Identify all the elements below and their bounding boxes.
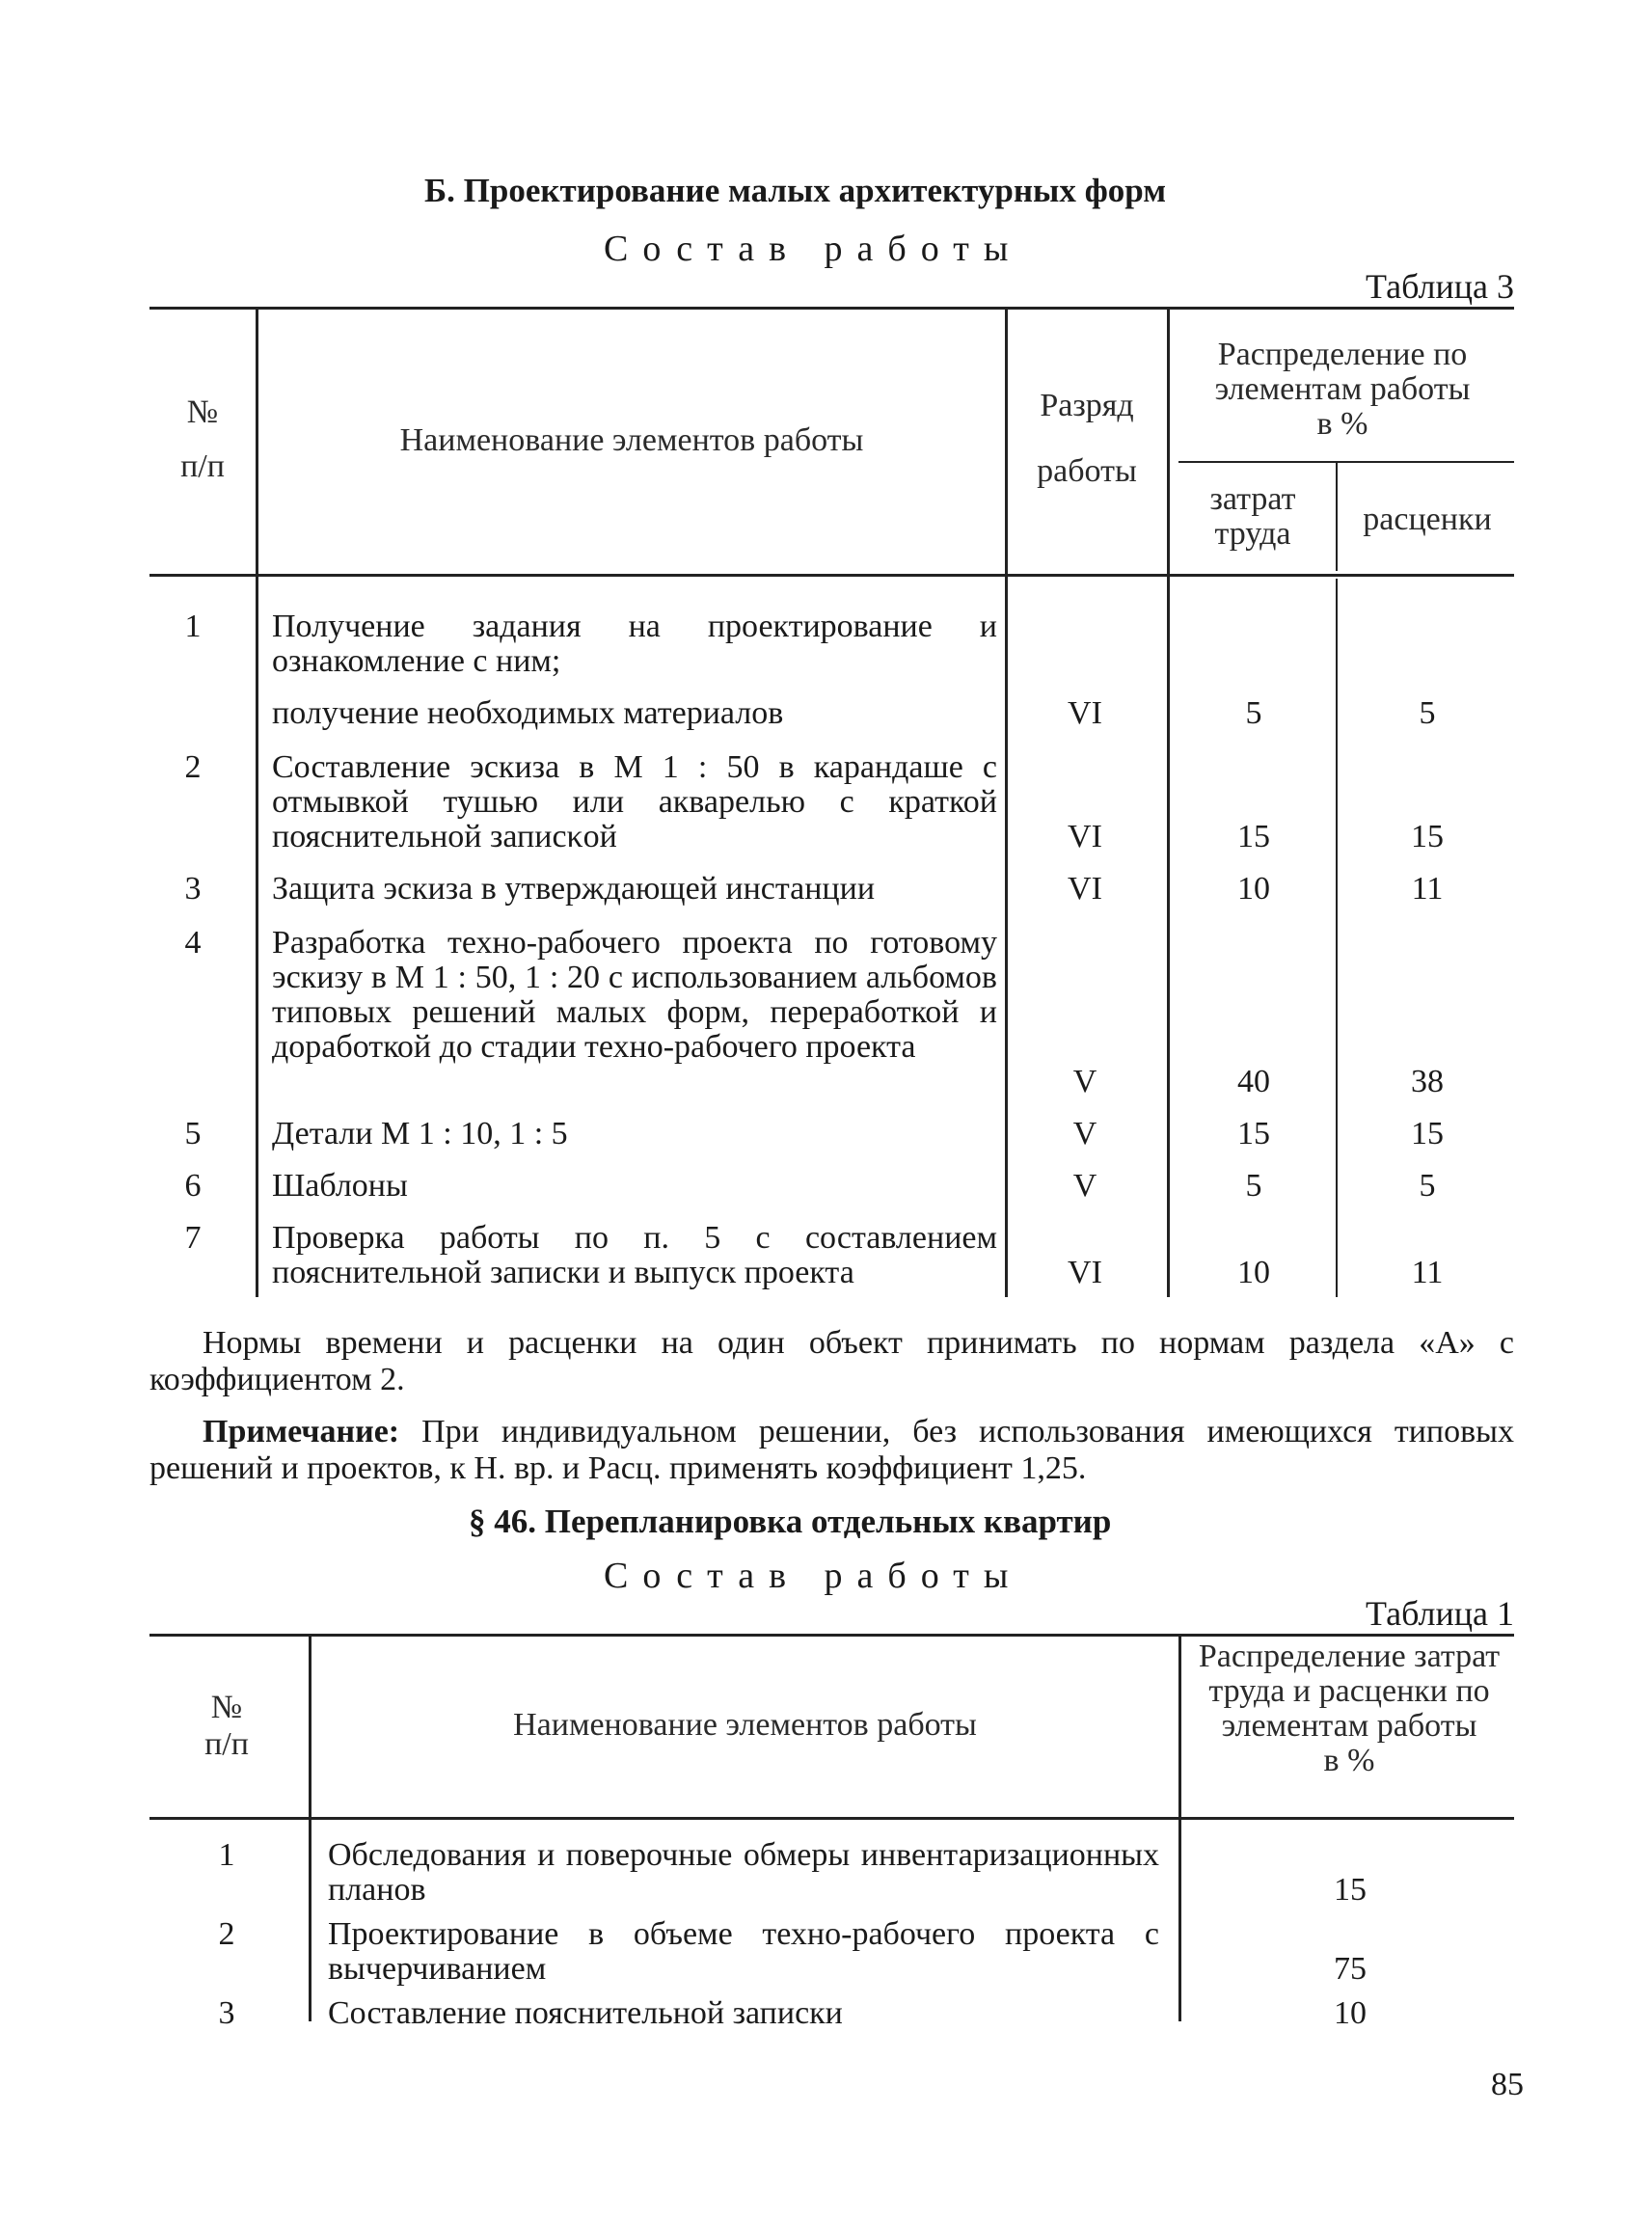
page-number: 85 <box>1491 2067 1524 2102</box>
row-labor: 15 <box>1237 1116 1270 1151</box>
header-number: № п/п <box>180 394 225 484</box>
row-rate: 11 <box>1411 1255 1444 1290</box>
subheader-rule <box>1178 461 1514 463</box>
row-grade: VI <box>1068 871 1102 907</box>
header-element-name: Наименование элементов работы <box>399 422 864 458</box>
header-number: № п/п <box>204 1690 249 1762</box>
row-description: Обследования и поверочные обмеры инвентаризационных планов <box>328 1837 1159 1908</box>
row-number: 4 <box>184 925 202 961</box>
row-description: Разработка техно-рабочего проекта по готовому эскизу в М 1 : 50, 1 : 20 с использованием альбомов типовых решений малых форм, переработкой и доработкой до стадии техно-рабочего проекта <box>272 925 997 1065</box>
row-rate: 15 <box>1411 1116 1444 1151</box>
row-description: Получение задания на проектирование и ознакомление с ним; <box>272 609 997 679</box>
column-divider <box>256 309 258 1297</box>
row-number: 2 <box>218 1916 235 1952</box>
note-paragraph <box>149 1414 1514 1487</box>
row-number: 1 <box>218 1837 235 1873</box>
row-number: 3 <box>184 871 202 907</box>
row-value: 15 <box>1334 1872 1367 1908</box>
row-number: 5 <box>184 1116 202 1151</box>
row-number: 2 <box>184 749 202 785</box>
row-number: 3 <box>218 1995 235 2031</box>
header-element-name: Наименование элементов работы <box>513 1707 977 1743</box>
table-header-rule <box>149 574 1514 577</box>
table-label: Таблица 3 <box>1366 267 1514 306</box>
header-rate: расценки <box>1363 501 1492 537</box>
table-label: Таблица 1 <box>1366 1594 1514 1633</box>
row-description: Составление эскиза в М 1 : 50 в карандаше с отмывкой тушью или акварелью с краткой пояснительной записκой <box>272 749 997 854</box>
row-description: Шаблоны <box>272 1168 408 1204</box>
column-divider <box>309 1636 311 2021</box>
row-labor: 15 <box>1237 819 1270 854</box>
column-divider <box>1167 309 1170 1297</box>
header-distribution: Распределение затрат труда и расценки по элементам работы в % <box>1198 1639 1501 1778</box>
row-description-continued: получение необходимых материалов <box>272 695 784 731</box>
row-grade: V <box>1072 1168 1097 1204</box>
column-divider <box>1336 463 1338 571</box>
note-text: При индивидуальном решении, без использования имеющихся типовых решений и проектов, к Н. вр. и Расц. применять коэффициент 1,25. <box>149 1414 1514 1486</box>
row-grade: V <box>1072 1064 1097 1099</box>
table-top-rule <box>149 1634 1514 1637</box>
row-value: 10 <box>1334 1995 1367 2031</box>
row-rate: 11 <box>1411 871 1444 907</box>
row-number: 7 <box>184 1220 202 1256</box>
row-rate: 5 <box>1419 695 1436 731</box>
table-top-rule <box>149 307 1514 310</box>
row-description: Составление пояснительной записки <box>328 1995 843 2031</box>
column-divider <box>1178 1636 1181 2021</box>
row-labor: 5 <box>1245 1168 1262 1204</box>
row-grade: VI <box>1068 1255 1102 1290</box>
composition-heading: Состав работы <box>604 229 1023 269</box>
row-description: Проверка работы по п. 5 с составлением пояснительной записки и выпуск проекта <box>272 1220 997 1290</box>
table-header-rule <box>149 1817 1514 1820</box>
section-title: Б. Проектирование малых архитектурных форм <box>424 172 1167 209</box>
row-description: Защита эскиза в утверждающей инстанции <box>272 871 876 907</box>
row-labor: 40 <box>1237 1064 1270 1099</box>
row-description: Детали М 1 : 10, 1 : 5 <box>272 1116 568 1151</box>
row-grade: VI <box>1068 695 1102 731</box>
row-number: 6 <box>184 1168 202 1204</box>
row-labor: 10 <box>1237 871 1270 907</box>
row-value: 75 <box>1334 1951 1367 1987</box>
section-title: § 46. Перепланировка отдельных квартир <box>469 1503 1112 1540</box>
row-labor: 5 <box>1245 695 1262 731</box>
header-grade: Разряд работы <box>1037 388 1137 489</box>
row-rate: 15 <box>1411 819 1444 854</box>
column-divider <box>1336 579 1338 1297</box>
norms-paragraph: Нормы времени и расценки на один объект принимать по нормам раздела «А» с коэффициентом 2. <box>149 1325 1514 1397</box>
row-grade: VI <box>1068 819 1102 854</box>
row-rate: 5 <box>1419 1168 1436 1204</box>
composition-heading: Состав работы <box>604 1556 1023 1596</box>
column-divider <box>1005 309 1008 1297</box>
row-grade: V <box>1072 1116 1097 1151</box>
row-description: Проектирование в объеме техно-рабочего проекта с вычерчиванием <box>328 1916 1159 1987</box>
row-rate: 38 <box>1411 1064 1444 1099</box>
note-label: Примечание: <box>203 1414 400 1449</box>
header-labor: затрат труда <box>1209 481 1296 552</box>
header-distribution: Распределение по элементам работы в % <box>1214 337 1471 442</box>
row-number: 1 <box>184 609 202 644</box>
row-labor: 10 <box>1237 1255 1270 1290</box>
